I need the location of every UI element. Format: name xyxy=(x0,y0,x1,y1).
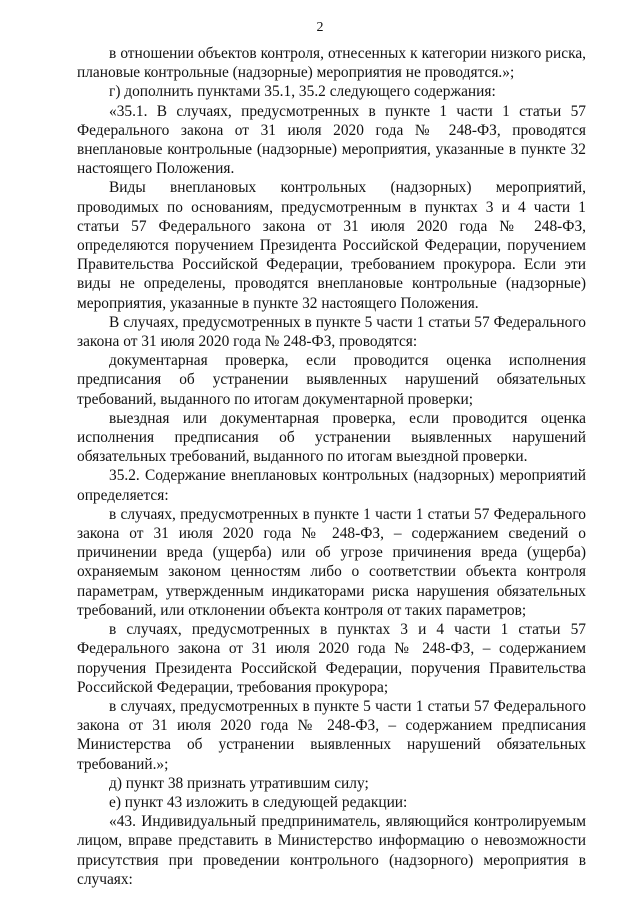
paragraph: выездная или документарная проверка, если проводится оценка исполнения предписания об устранении выявленных нарушений обязательных требований, выданного по итогам выездной проверки. xyxy=(77,409,586,466)
paragraph: Виды внеплановых контрольных (надзорных) мероприятий, проводимых по основаниям, предусмотренным в пунктах 3 и 4 части 1 статьи 57 Федерального закона от 31 июля 2020 года № 248-ФЗ, определяются поручением Президента Российской Федерации, поручением Правительства Российской Федерации, требованием прокурора. Если эти виды не определены, проводятся внеплановые контрольные (надзорные) мероприятия, указанные в пункте 32 настоящего Положения. xyxy=(77,179,586,312)
paragraph: «43. Индивидуальный предприниматель, являющийся контролируемым лицом, вправе представить в Министерство информацию о невозможности присутствия при проведении контрольного (надзорного) мероприятия в случаях: xyxy=(77,813,586,888)
paragraph: в случаях, предусмотренных в пункте 1 части 1 статьи 57 Федерального закона от 31 июля 2020 года № 248-ФЗ, – содержанием сведений о причинении вреда (ущерба) или об угрозе причинения вреда (ущерба) охраняемым законом ценностям либо о соответствии объекта контроля параметрам, утвержденным индикаторами риска нарушения обязательных требований, или отклонении объекта контроля от таких параметров; xyxy=(77,505,586,619)
paragraph: в отношении объектов контроля, отнесенных к категории низкого риска, плановые контрольные (надзорные) мероприятия не проводятся.»; xyxy=(77,45,586,82)
paragraph: в случаях, предусмотренных в пункте 5 части 1 статьи 57 Федерального закона от 31 июля 2020 года № 248-ФЗ, – содержанием предписания Министерства об устранении выявленных нарушений обязательных требований.»; xyxy=(77,697,586,773)
paragraph: документарная проверка, если проводится оценка исполнения предписания об устранении выявленных нарушений обязательных требований, выданного по итогам документарной проверки; xyxy=(77,352,586,408)
paragraph: в случаях, предусмотренных в пунктах 3 и 4 части 1 статьи 57 Федерального закона от 31 июля 2020 года № 248-ФЗ, – содержанием поручения Президента Российской Федерации, поручения Правительства Российской Федерации, требования прокурора; xyxy=(77,621,586,696)
paragraph: д) пункт 38 признать утратившим силу; xyxy=(109,774,369,792)
paragraph: «35.1. В случаях, предусмотренных в пункте 1 части 1 статьи 57 Федерального закона от 31 июля 2020 года № 248-ФЗ, проводятся внеплановые контрольные (надзорные) мероприятия, указанные в пункте 32 настоящего Положения. xyxy=(77,102,586,178)
paragraph: 35.2. Содержание внеплановых контрольных (надзорных) мероприятий определяется: xyxy=(77,467,586,504)
paragraph: е) пункт 43 изложить в следующей редакции: xyxy=(109,793,408,811)
document-body xyxy=(77,44,586,889)
page-number: 2 xyxy=(316,20,324,35)
paragraph: г) дополнить пунктами 35.1, 35.2 следующего содержания: xyxy=(109,83,496,101)
paragraph: В случаях, предусмотренных в пункте 5 части 1 статьи 57 Федерального закона от 31 июля 2020 года № 248-ФЗ, проводятся: xyxy=(77,313,586,351)
